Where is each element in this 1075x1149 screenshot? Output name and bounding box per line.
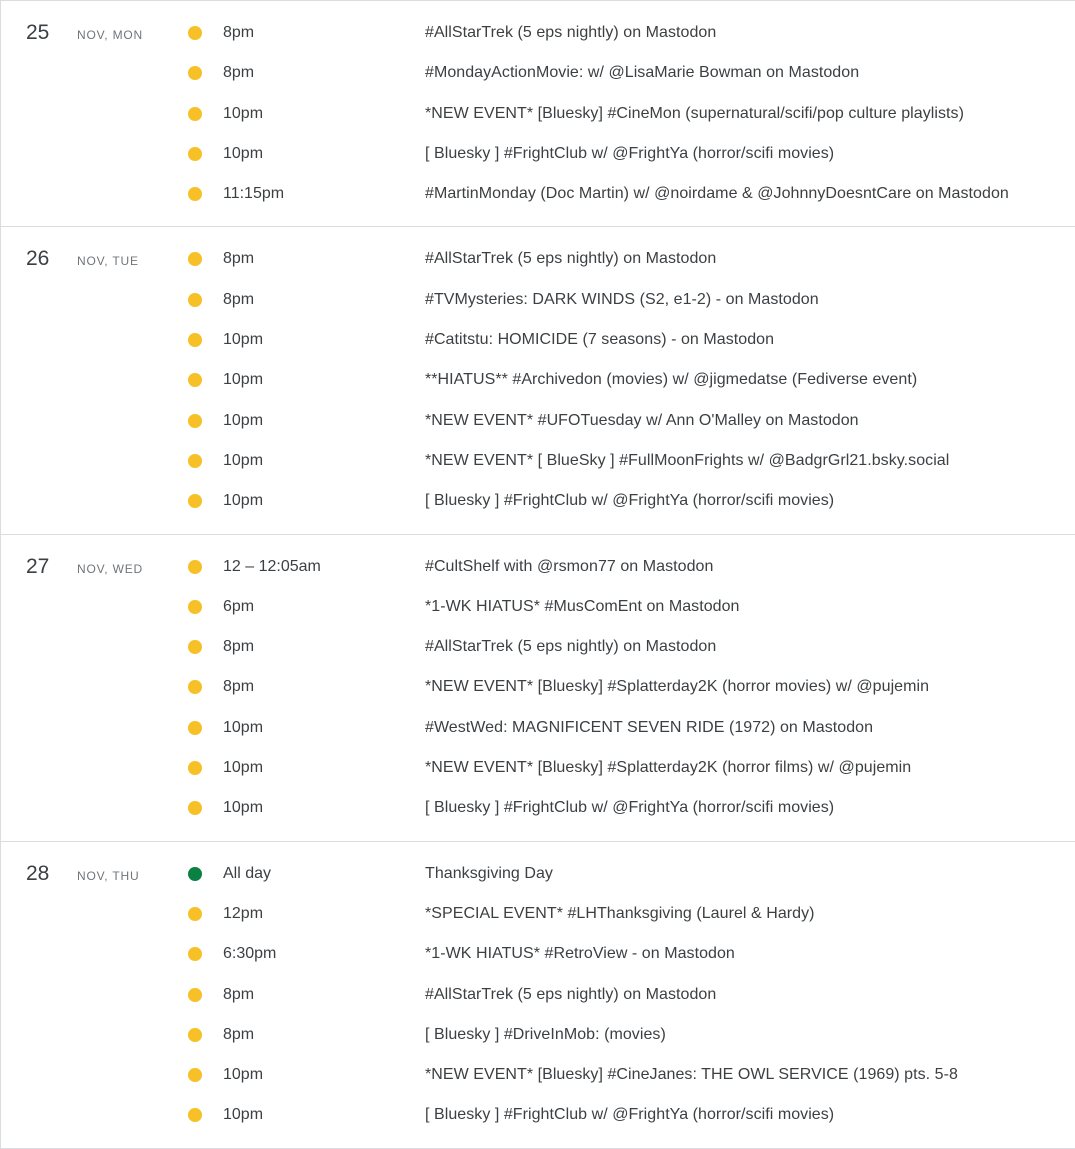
calendar-color-dot-icon [188,66,202,80]
event-time: 10pm [223,718,264,736]
day-number[interactable]: 25 [26,21,50,44]
calendar-color-dot-icon [188,1028,202,1042]
event-title[interactable]: [ Bluesky ] #FrightClub w/ @FrightYa (horror/scifi movies) [425,492,835,510]
event-row[interactable] [1,934,1075,974]
event-title[interactable]: #WestWed: MAGNIFICENT SEVEN RIDE (1972) on Mastodon [425,718,874,736]
day-number[interactable]: 26 [26,247,50,271]
event-title[interactable]: #AllStarTrek (5 eps nightly) on Mastodon [425,985,717,1003]
event-list [1,547,1075,829]
event-row[interactable] [1,547,1075,587]
event-title[interactable]: #AllStarTrek (5 eps nightly) on Mastodon [425,250,717,268]
calendar-color-dot-icon [188,761,202,775]
event-time: 11:15pm [223,185,285,203]
calendar-color-dot-icon [188,187,202,201]
event-time: 8pm [223,1025,255,1043]
event-title[interactable]: [ Bluesky ] #DriveInMob: (movies) [425,1025,666,1043]
calendar-color-dot-icon [188,867,202,881]
calendar-color-dot-icon [188,680,202,694]
event-time: 10pm [223,104,264,122]
event-title[interactable]: #CultShelf with @rsmon77 on Mastodon [425,557,714,575]
event-row[interactable] [1,975,1075,1015]
event-title[interactable]: #MartinMonday (Doc Martin) w/ @noirdame & @JohnnyDoesntCare on Mastodon [425,185,1009,203]
event-row[interactable] [1,587,1075,627]
day-label: NOV, TUE [77,254,139,269]
event-time: 10pm [223,759,264,777]
event-row[interactable] [1,627,1075,667]
event-list [1,239,1075,521]
event-time: 10pm [223,331,264,349]
calendar-color-dot-icon [188,26,202,40]
event-time: 8pm [223,290,255,308]
event-time: 8pm [223,638,255,656]
event-title[interactable]: *1-WK HIATUS* #MusComEnt on Mastodon [425,597,740,615]
calendar-color-dot-icon [188,293,202,307]
event-time: 8pm [223,250,255,268]
event-row[interactable] [1,1095,1075,1135]
event-row[interactable] [1,708,1075,748]
event-time: 10pm [223,799,264,817]
event-title[interactable]: *NEW EVENT* [Bluesky] #Splatterday2K (horror films) w/ @pujemin [425,759,912,777]
event-row[interactable] [1,13,1075,53]
calendar-color-dot-icon [188,333,202,347]
event-time: 10pm [223,492,264,510]
calendar-color-dot-icon [188,107,202,121]
calendar-color-dot-icon [188,560,202,574]
calendar-color-dot-icon [188,1068,202,1082]
day-label: NOV, MON [77,28,143,42]
event-time: 8pm [223,24,255,41]
event-time: 8pm [223,678,255,696]
calendar-color-dot-icon [188,801,202,815]
calendar-color-dot-icon [188,907,202,921]
day-group [1,842,1075,1149]
event-title[interactable]: #AllStarTrek (5 eps nightly) on Mastodon [425,24,717,41]
event-row[interactable] [1,854,1075,894]
event-time: 10pm [223,451,264,469]
calendar-color-dot-icon [188,414,202,428]
event-time: 8pm [223,985,255,1003]
event-time: 10pm [223,411,264,429]
event-row[interactable] [1,1055,1075,1095]
event-time: 10pm [223,144,264,162]
event-list [1,13,1075,214]
calendar-color-dot-icon [188,947,202,961]
event-time: All day [223,864,272,882]
event-title[interactable]: *NEW EVENT* [Bluesky] #Splatterday2K (horror movies) w/ @pujemin [425,678,930,696]
event-row[interactable] [1,894,1075,934]
event-title[interactable]: *NEW EVENT* [Bluesky] #CineMon (supernatural/scifi/pop culture playlists) [425,104,964,122]
event-title[interactable]: **HIATUS** #Archivedon (movies) w/ @jigmedatse (Fediverse event) [425,371,918,389]
event-time: 10pm [223,1066,264,1084]
event-time: 12 – 12:05am [223,557,321,575]
calendar-color-dot-icon [188,640,202,654]
event-row[interactable] [1,280,1075,320]
event-row[interactable] [1,441,1075,481]
event-row[interactable] [1,360,1075,400]
event-title[interactable]: *NEW EVENT* [ BlueSky ] #FullMoonFrights w/ @BadgrGrl21.bsky.social [425,451,950,469]
calendar-color-dot-icon [188,988,202,1002]
event-time: 6:30pm [223,945,277,963]
event-title[interactable]: *NEW EVENT* [Bluesky] #CineJanes: THE OWL SERVICE (1969) pts. 5-8 [425,1066,958,1084]
event-title[interactable]: #AllStarTrek (5 eps nightly) on Mastodon [425,638,717,656]
day-number[interactable]: 27 [26,554,50,578]
day-number[interactable]: 28 [26,861,50,885]
event-time: 10pm [223,371,264,389]
event-title[interactable]: [ Bluesky ] #FrightClub w/ @FrightYa (horror/scifi movies) [425,799,835,817]
event-time: 6pm [223,597,255,615]
event-row[interactable] [1,788,1075,828]
event-row[interactable] [1,94,1075,134]
day-label: NOV, THU [77,868,140,883]
event-title[interactable]: #TVMysteries: DARK WINDS (S2, e1-2) - on Mastodon [425,290,819,308]
event-row[interactable] [1,401,1075,441]
calendar-color-dot-icon [188,1108,202,1122]
calendar-color-dot-icon [188,147,202,161]
event-time: 10pm [223,1106,264,1124]
calendar-color-dot-icon [188,454,202,468]
event-row[interactable] [1,667,1075,707]
event-row[interactable] [1,748,1075,788]
event-list [1,854,1075,1136]
event-row[interactable] [1,320,1075,360]
event-time: 8pm [223,64,255,82]
event-title[interactable]: #Catitstu: HOMICIDE (7 seasons) - on Mastodon [425,331,775,349]
event-title[interactable]: [ Bluesky ] #FrightClub w/ @FrightYa (horror/scifi movies) [425,1106,835,1124]
event-row[interactable] [1,174,1075,214]
day-group [1,227,1075,534]
calendar-color-dot-icon [188,373,202,387]
event-row[interactable] [1,134,1075,174]
calendar-color-dot-icon [188,721,202,735]
day-group [1,535,1075,842]
day-label: NOV, WED [77,561,143,576]
event-time: 12pm [223,904,264,922]
calendar-color-dot-icon [188,600,202,614]
event-title[interactable]: [ Bluesky ] #FrightClub w/ @FrightYa (horror/scifi movies) [425,144,835,162]
event-title[interactable]: *SPECIAL EVENT* #LHThanksgiving (Laurel & Hardy) [425,904,815,922]
calendar-color-dot-icon [188,252,202,266]
event-row[interactable] [1,481,1075,521]
day-group [1,1,1075,227]
event-row[interactable] [1,53,1075,93]
event-row[interactable] [1,1015,1075,1055]
event-row[interactable] [1,239,1075,279]
event-title[interactable]: *NEW EVENT* #UFOTuesday w/ Ann O'Malley on Mastodon [425,411,859,429]
calendar-color-dot-icon [188,494,202,508]
event-title[interactable]: Thanksgiving Day [425,864,553,882]
event-title[interactable]: #MondayActionMovie: w/ @LisaMarie Bowman on Mastodon [425,64,860,82]
event-title[interactable]: *1-WK HIATUS* #RetroView - on Mastodon [425,945,735,963]
